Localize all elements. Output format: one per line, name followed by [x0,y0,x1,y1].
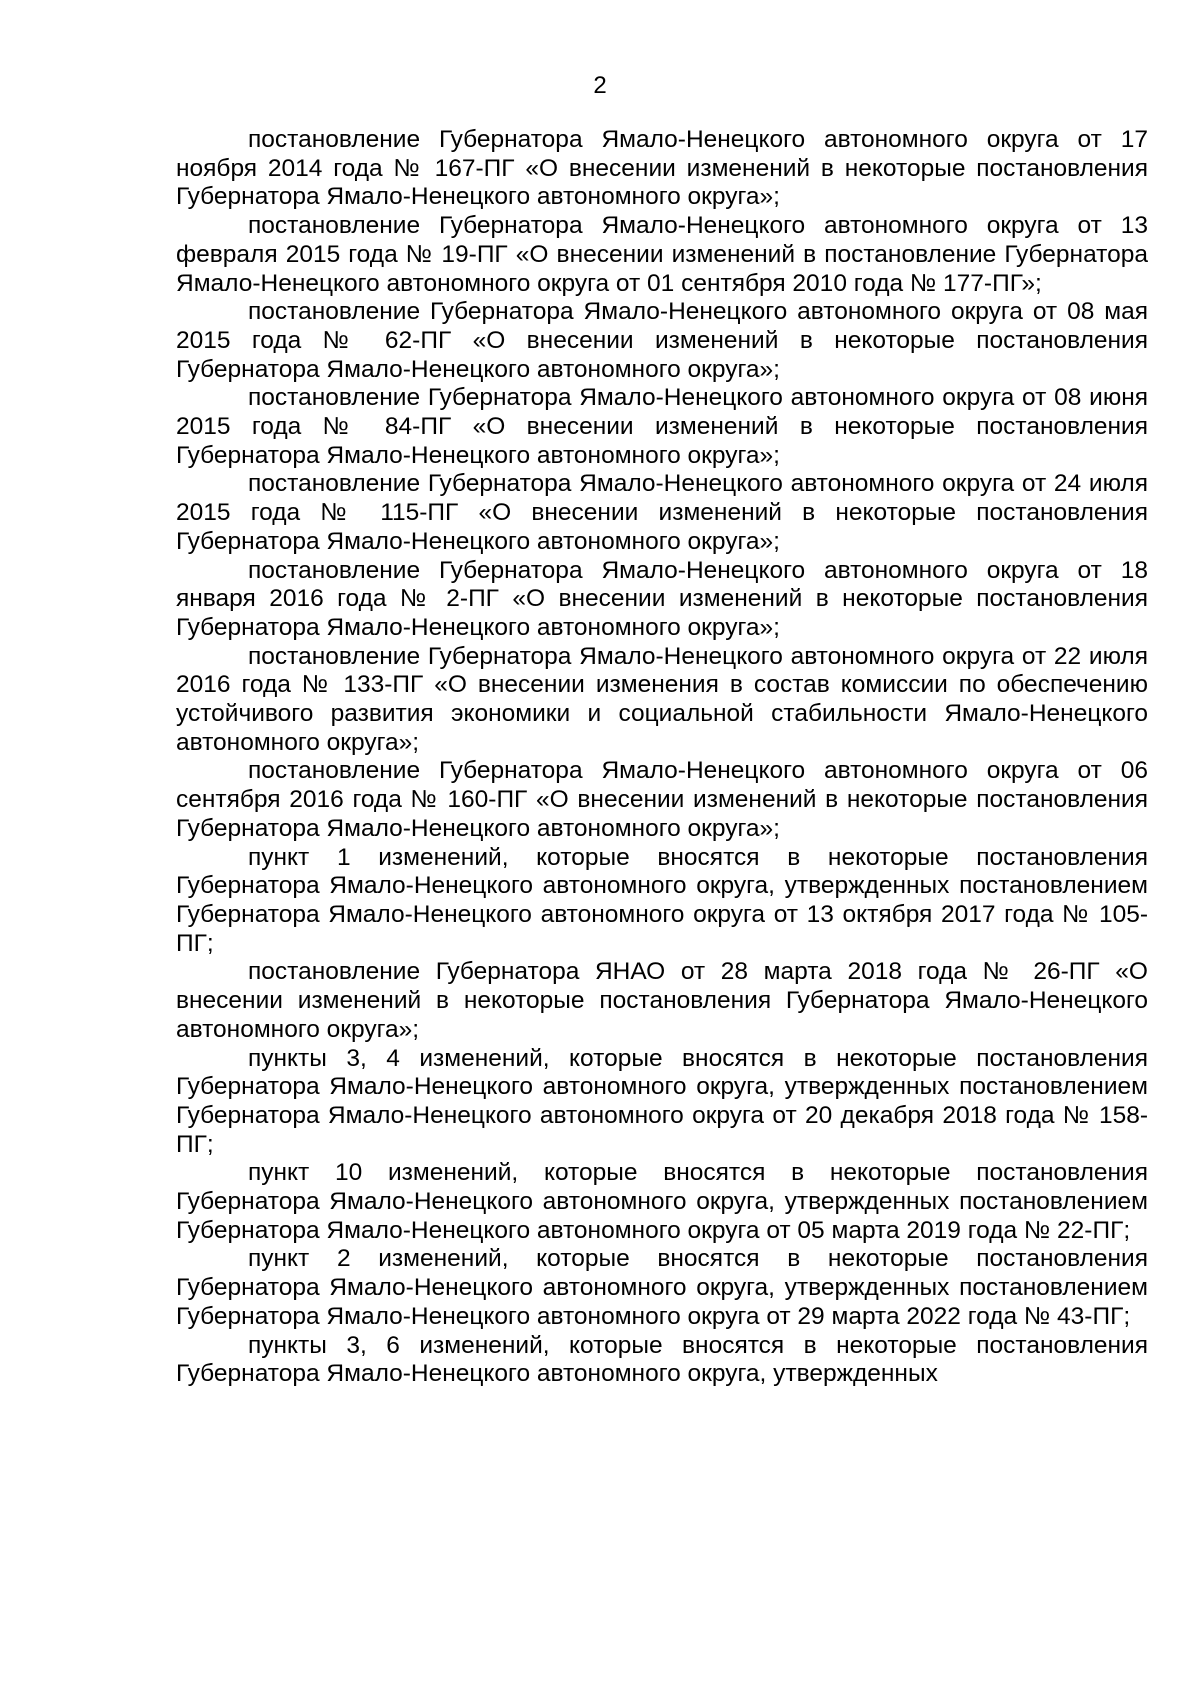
page-number: 2 [593,72,607,99]
paragraph: постановление Губернатора Ямало-Ненецкого автономного округа от 24 июля 2015 года № 115-ПГ «О внесении изменений в некоторые постановления Губернатора Ямало-Ненецкого автономного округа»; [176,470,1148,555]
paragraph: постановление Губернатора Ямало-Ненецкого автономного округа от 08 мая 2015 года № 62-ПГ «О внесении изменений в некоторые постановления Губернатора Ямало-Ненецкого автономного округа»; [176,298,1148,383]
paragraph: постановление Губернатора Ямало-Ненецкого автономного округа от 18 января 2016 года № 2-ПГ «О внесении изменений в некоторые постановления Губернатора Ямало-Ненецкого автономного округа»; [176,556,1148,641]
document-body [176,126,1148,1389]
paragraph: пункт 10 изменений, которые вносятся в некоторые постановления Губернатора Ямало-Ненецкого автономного округа, утвержденных постановлением Губернатора Ямало-Ненецкого автономного округа от 05 марта 2019 года № 22-ПГ; [176,1159,1148,1244]
paragraph: пункты 3, 6 изменений, которые вносятся в некоторые постановления Губернатора Ямало-Ненецкого автономного округа, утвержденных [176,1331,1148,1388]
paragraph: пункт 1 изменений, которые вносятся в некоторые постановления Губернатора Ямало-Ненецкого автономного округа, утвержденных постановлением Губернатора Ямало-Ненецкого автономного округа от 13 октября 2017 года № 105-ПГ; [176,843,1148,957]
paragraph: пункты 3, 4 изменений, которые вносятся в некоторые постановления Губернатора Ямало-Ненецкого автономного округа, утвержденных постановлением Губернатора Ямало-Ненецкого автономного округа от 20 декабря 2018 года № 158-ПГ; [176,1044,1148,1158]
paragraph: постановление Губернатора Ямало-Ненецкого автономного округа от 17 ноября 2014 года № 167-ПГ «О внесении изменений в некоторые постановления Губернатора Ямало-Ненецкого автономного округа»; [176,126,1148,211]
paragraph: постановление Губернатора Ямало-Ненецкого автономного округа от 13 февраля 2015 года № 19-ПГ «О внесении изменений в постановление Губернатора Ямало-Ненецкого автономного округа от 01 сентября 2010 года № 177-ПГ»; [176,212,1148,297]
paragraph: постановление Губернатора Ямало-Ненецкого автономного округа от 08 июня 2015 года № 84-ПГ «О внесении изменений в некоторые постановления Губернатора Ямало-Ненецкого автономного округа»; [176,384,1148,469]
paragraph: постановление Губернатора Ямало-Ненецкого автономного округа от 06 сентября 2016 года № 160-ПГ «О внесении изменений в некоторые постановления Губернатора Ямало-Ненецкого автономного округа»; [176,757,1148,842]
paragraph: пункт 2 изменений, которые вносятся в некоторые постановления Губернатора Ямало-Ненецкого автономного округа, утвержденных постановлением Губернатора Ямало-Ненецкого автономного округа от 29 марта 2022 года № 43-ПГ; [176,1245,1148,1330]
paragraph: постановление Губернатора ЯНАО от 28 марта 2018 года № 26-ПГ «О внесении изменений в некоторые постановления Губернатора Ямало-Ненецкого автономного округа»; [176,958,1148,1043]
paragraph: постановление Губернатора Ямало-Ненецкого автономного округа от 22 июля 2016 года № 133-ПГ «О внесении изменения в состав комиссии по обеспечению устойчивого развития экономики и социальной стабильности Ямало-Ненецкого автономного округа»; [176,642,1148,756]
